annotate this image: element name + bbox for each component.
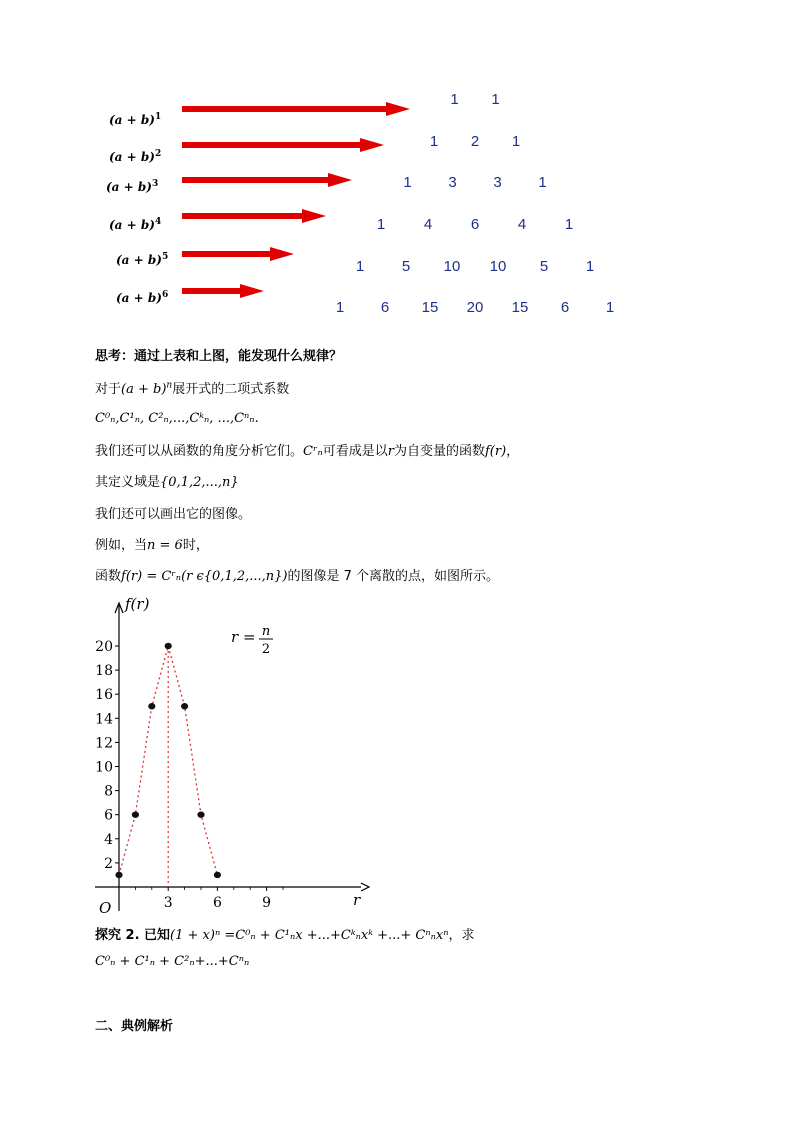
binomial-label-4: $(a + b)^4$ xyxy=(109,217,162,232)
coefficient-row6-1: 6 xyxy=(380,299,390,316)
red-arrow-6 xyxy=(182,288,242,294)
x-axis-label: r xyxy=(353,891,361,909)
x-axis-arrowhead xyxy=(361,883,369,891)
data-point-r3 xyxy=(165,643,172,649)
y-tick-label-2: 2 xyxy=(104,855,113,872)
coefficient-row4-1: 4 xyxy=(423,216,433,233)
domain-text: 其定义域是{0,1,2,...,n} xyxy=(95,475,239,490)
coefficient-row2-1: 2 xyxy=(470,133,480,150)
coefficient-row1-1: 1 xyxy=(491,91,500,108)
binomial-coefficient-intro: 对于$(a + b)^n$展开式的二项式系数 xyxy=(95,380,290,397)
example-text: 例如，当n = 6时， xyxy=(95,538,209,553)
binomial-label-2: $(a + b)^2$ xyxy=(109,149,162,164)
coefficient-row2-0: 1 xyxy=(429,133,439,150)
x-tick-label-3: 3 xyxy=(163,895,173,911)
data-point-r4 xyxy=(181,703,188,709)
x-tick-label-9: 9 xyxy=(262,895,272,911)
coefficient-row3-3: 1 xyxy=(538,174,547,191)
section-heading-examples: 二、典例解析 xyxy=(95,1019,174,1034)
function-view-text: 我们还可以从函数的角度分析它们。Cʳₙ可看成是以r为自变量的函数f(r)， xyxy=(95,444,520,459)
coefficient-row6-3: 20 xyxy=(466,299,484,316)
data-point-r5 xyxy=(197,812,204,818)
x-tick-label-6: 6 xyxy=(212,895,222,911)
red-arrow-2 xyxy=(182,142,362,148)
coefficient-row3-2: 3 xyxy=(493,174,502,191)
annotation-lhs: r = xyxy=(231,628,256,646)
y-tick-label-10: 10 xyxy=(95,759,113,776)
red-arrow-4 xyxy=(182,213,304,219)
y-tick-label-8: 8 xyxy=(104,783,113,800)
coefficient-row5-2: 10 xyxy=(443,258,461,275)
red-arrow-3 xyxy=(182,177,330,183)
binomial-coefficient-chart xyxy=(95,595,375,920)
data-point-r6 xyxy=(214,872,221,878)
red-arrow-5 xyxy=(182,251,272,257)
coefficient-row6-6: 1 xyxy=(605,299,615,316)
coefficient-row6-2: 15 xyxy=(421,299,439,316)
data-point-r2 xyxy=(148,703,155,709)
coefficient-row3-0: 1 xyxy=(403,174,412,191)
binomial-label-6: $(a + b)^6$ xyxy=(116,290,169,305)
binomial-label-1: $(a + b)^1$ xyxy=(109,112,162,127)
coefficient-row4-0: 1 xyxy=(376,216,386,233)
y-tick-label-12: 12 xyxy=(95,735,113,752)
y-tick-label-6: 6 xyxy=(104,807,113,824)
coefficient-row6-0: 1 xyxy=(335,299,345,316)
coefficient-row4-4: 1 xyxy=(564,216,574,233)
y-tick-label-14: 14 xyxy=(95,711,113,728)
coefficient-row6-5: 6 xyxy=(560,299,570,316)
coefficient-row6-4: 15 xyxy=(511,299,529,316)
think-question: 思考：通过上表和上图，能发现什么规律？ xyxy=(95,349,343,364)
coefficient-row4-2: 6 xyxy=(470,216,480,233)
binomial-label-5: $(a + b)^5$ xyxy=(116,252,169,267)
coefficient-row2-2: 1 xyxy=(511,133,521,150)
y-tick-label-18: 18 xyxy=(95,663,113,680)
coefficient-row5-5: 1 xyxy=(585,258,595,275)
y-tick-label-20: 20 xyxy=(95,639,113,655)
explore-sum: C⁰ₙ + C¹ₙ + C²ₙ+...+Cⁿₙ xyxy=(95,954,250,969)
coefficient-row1-0: 1 xyxy=(450,91,459,108)
annotation-numerator: n xyxy=(261,624,271,639)
data-point-r1 xyxy=(132,812,139,818)
coefficient-row5-0: 1 xyxy=(355,258,365,275)
graph-intro-text: 我们还可以画出它的图像。 xyxy=(95,507,252,522)
function-graph-text: 函数f(r) = Cʳₙ(r ϵ{0,1,2,...,n})的图像是 7 个离散的点，如图所示。 xyxy=(95,569,500,584)
binomial-label-3: $(a + b)^3$ xyxy=(106,179,159,194)
red-arrow-1 xyxy=(182,106,388,112)
annotation-denominator: 2 xyxy=(261,642,271,657)
y-axis-label: f(r) xyxy=(125,595,150,613)
coefficient-row4-3: 4 xyxy=(517,216,527,233)
y-tick-label-4: 4 xyxy=(104,831,113,848)
coefficient-row5-3: 10 xyxy=(489,258,507,275)
explore-2: 探究 2. 已知(1 + x)ⁿ =C⁰ₙ + C¹ₙx +...+Cᵏₙxᵏ +...+ Cⁿₙxⁿ，求 xyxy=(95,928,475,943)
data-point-r0 xyxy=(115,872,122,878)
coefficient-row3-1: 3 xyxy=(448,174,457,191)
coefficient-list: C⁰ₙ,C¹ₙ, C²ₙ,...,Cᵏₙ, ...,Cⁿₙ. xyxy=(95,411,259,426)
coefficient-row5-4: 5 xyxy=(539,258,549,275)
y-tick-label-16: 16 xyxy=(95,687,113,704)
coefficient-row5-1: 5 xyxy=(401,258,411,275)
origin-label: O xyxy=(99,899,112,917)
series-line xyxy=(119,646,217,875)
